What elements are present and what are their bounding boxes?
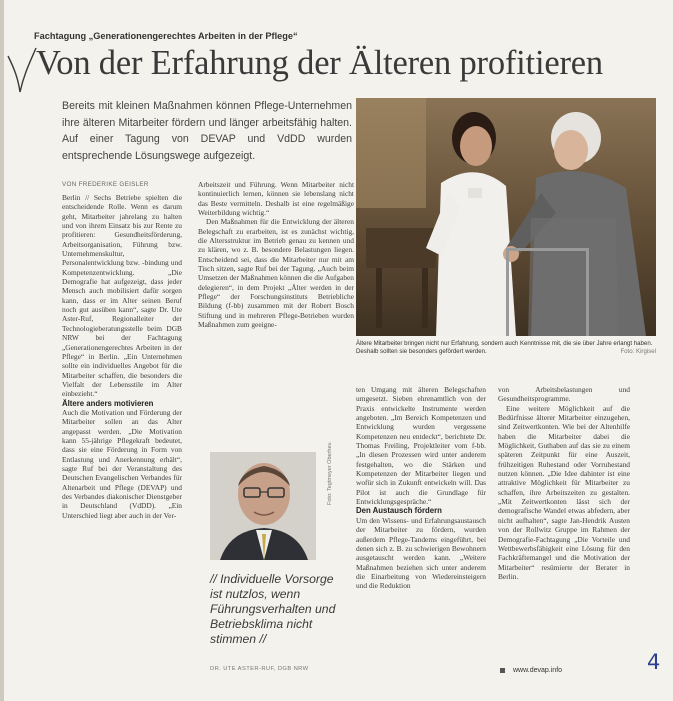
handwritten-page-number: 4: [647, 650, 661, 674]
article-headline: Von der Erfahrung der Älteren profitieren: [36, 44, 603, 82]
photo-caption: [356, 340, 656, 357]
photo-illustration: [356, 98, 656, 336]
article-lead: Bereits mit kleinen Maßnahmen können Pflege-Unternehmen ihre älteren Mitarbeiter fördern und länger arbeitsfähig halten. Auf einer Tagung von DEVAP und VdDD wurden entsprechende Lösungswege aufgezeigt.: [62, 100, 352, 162]
subheading: Ältere anders motivieren: [62, 398, 154, 408]
byline: VON FREDERIKE GEISLER: [62, 181, 149, 188]
pen-checkmark: [6, 46, 38, 94]
photo-credit: Foto: Kirgisel: [620, 348, 656, 356]
paragraph: Auch die Motivation und Förderung der Mitarbeiter sollen an das Alter angepasst werden. „Die Motivation kann 55-jährige Pflegekraft bedeutet, dass sie eine Förderung in Form von Entlastung und Anerkennung erhält“, sagte Ruf bei der Veranstaltung des Deutschen Evangelischen Verbandes für Altenarbeit und Pflege (DEVAP) und des Verbandes diakonischer Dienstgeber in Deutschland (VdDD). „Ein Unterschied liegt aber auch in der Ver-: [62, 407, 182, 520]
text-column-3: [356, 385, 486, 591]
footer-link-text[interactable]: www.devap.info: [513, 667, 563, 674]
paragraph: Um den Wissens- und Erfahrungsaustausch der Mitarbeiter zu fördern, wurden außerdem Pflege-Tandems eingeführt, bei denen sich z. B. zu schwierigen Bewohnern ausgetauscht werden kann. „Weitere Maßnahmen beziehen sich unter anderem die Einarbeitung von Wiedereinsteigern und die Reduktion: [356, 515, 486, 591]
text-column-2: [198, 180, 354, 330]
text-column-1: [62, 193, 182, 520]
photo-caregiver-with-elderly-woman: [356, 98, 656, 336]
paragraph: Eine weitere Möglichkeit auf die Bedürfnisse älterer Mitarbeiter einzugehen, sind Zeitwertkonten. Wie bei der Altenhilfe haben die Mitarbeiter dabei die Möglichkeit, Guthaben auf das sie zu einem späteren Zeitpunkt für eine Auszeit, frühzeitigen Ruhestand oder Vorruhestand nutzen können. „Die Idee dahinter ist eine attraktive Möglichkeit für Mitarbeiter zu schaffen, ihre Arbeitszeiten zu gestalten. „Mit Zeitwertkonten lässt sich der demografische Wandel etwas abfedern, aber nicht aufhalten“, sagte Jan-Hendrik Austen von der Rollwitz Gruppe im Rahmen der Demografie-Fachtagung „Die Vorteile und Wettbewerbsfähigkeit eine Lösung für den Fachkräftemangel und die Motivation der Mitarbeiter“ resümierte der Berater in Berlin.: [498, 403, 630, 581]
kicker: Fachtagung „Generationengerechtes Arbeiten in der Pflege“: [34, 31, 298, 41]
text-column-4: [498, 385, 630, 581]
scan-edge: [0, 0, 4, 701]
paragraph: Berlin // Sechs Betriebe spielten die entscheidende Rolle. Wenn es darum geht, Mitarbeiter jahrelang zu halten und von ihrem Einsatz bis zur Rente zu profitieren: Gesundheitsförderung, Arbeitsorganisation, Führung bzw. Unternehmenskultur, Personalentwicklung bzw. -bindung und Kompetenzentwicklung. „Die Demografie hat aufgezeigt, dass jeder Mensch auch mobilisiert dafür sorgen kann, dass er im Alter seinen Beruf noch gut ausüben kann“, sagte Dr. Ute Aster-Ruf, Regionalleiter der Technologieberatungsstelle beim DGB NRW bei der Fachtagung „Generationengerechtes Arbeiten in der Pflege“ in Berlin. „Ein Unternehmen sollte ein individuelles Angebot für die Mitarbeiter schaffen, die besonders die Vielfalt der Lebensstile im Alter einbezieht.“: [62, 193, 182, 399]
portrait-photo: [210, 452, 316, 560]
footer-link[interactable]: [500, 667, 562, 674]
portrait-illustration: [210, 452, 316, 560]
caption-text: Ältere Mitarbeiter bringen nicht nur Erfahrung, sondern auch Kenntnisse mit, die sie über Jahre erlangt haben. Deshalb sollten sie besonders gefördert werden.: [356, 340, 653, 356]
paragraph: ten Umgang mit älteren Belegschaften umgesetzt. Sieben ehrenamtlich von der Praxis entwickelte Instrumente werden angeboten. „Im Bereich Kompetenzen und Entwicklung wurden vergessene Kompetenzen neu entdeckt“, berichtete Dr. Thomas Freiling, Projektleiter vom f-bb. „In diesen Prozessen wird unter anderem festgehalten, wo die Stärken und Kompetenzen der Mitarbeiter liegen und wofür sich in Zukunft entwickeln will. Das Pilot ist auch die Grundlage für Entwicklungsgespräche.“: [356, 385, 486, 507]
quote-author: DR. UTE ASTER-RUF, DGB NRW: [210, 666, 309, 672]
paragraph: Arbeitszeit und Führung. Wenn Mitarbeiter nicht kontinuierlich lernen, können sie lebenslang nicht das Beste vermitteln. Deshalb ist eine regelmäßige Weiterbildung wichtig.“: [198, 180, 354, 218]
portrait-credit: Foto: Tegtmeyer Oberheu: [327, 442, 333, 505]
pull-quote: // Individuelle Vorsorge ist nutzlos, wenn Führungsverhalten und Betriebsklima nicht stimmen //: [210, 572, 336, 646]
paragraph: Den Maßnahmen für die Entwicklung der älteren Belegschaft zu erarbeiten, ist es zunächst wichtig, die Altersstruktur im Betrieb genau zu kennen und zu klären, wo z. B. besondere Belastungen liegen. Entscheidend sei, dass die Mitarbeiter nur mit am Tisch sitzen, sagte Ruf bei der Tagung. „Auch beim Umsetzen der Maßnahmen können die die Aufgaben delegieren“, in dem Projekt „Älter werden in der Pflege“ der Forschungsinstituts Betriebliche Bildung (f-bb) zusammen mit der Robert Bosch Stiftung und in mehreren Pflege-Betrieben wurden Maßnahmen zum geeigne-: [198, 217, 354, 330]
subheading: Den Austausch fördern: [356, 506, 442, 516]
paragraph: von Arbeitsbelastungen und Gesundheitsprogramme.: [498, 385, 630, 404]
bullet-square-icon: [500, 668, 505, 673]
